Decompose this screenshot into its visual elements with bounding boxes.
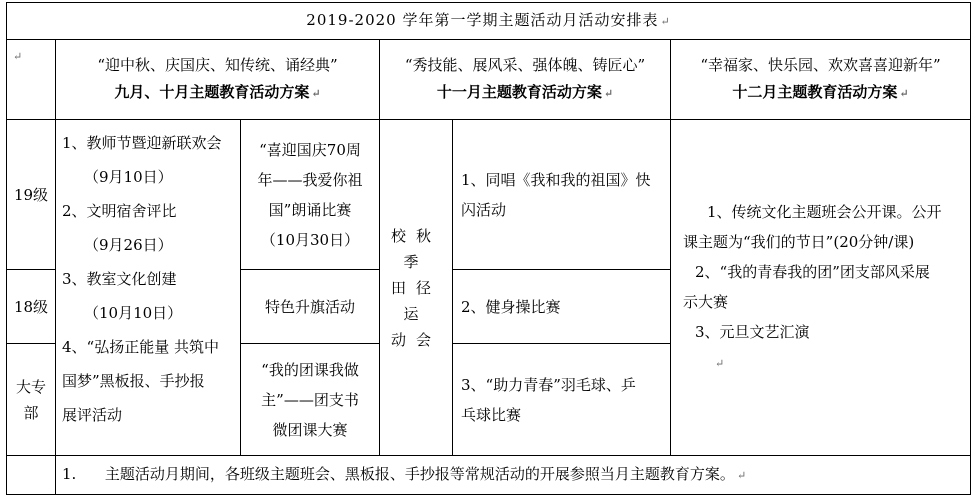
activity-line: 4、“弘扬正能量 共筑中 <box>62 338 219 356</box>
theme-nov: “秀技能、展风采、强体魄、铸匠心” <box>404 55 646 74</box>
activity-date: （9月26日） <box>84 236 173 254</box>
table-title: 2019-2020 学年第一学期主题活动月活动安排表 <box>306 11 659 29</box>
dec-line <box>683 347 962 379</box>
micro-lecture-line: “我的团课我做 <box>261 360 359 379</box>
recital-line: “喜迎国庆70周 <box>259 140 361 159</box>
grade-18 <box>7 270 56 344</box>
dec-line: 2、“我的青春我的团”团支部风采展 <box>695 262 930 281</box>
theme-sep-oct: “迎中秋、庆国庆、知传统、诵经典” <box>97 55 338 74</box>
flag-raising <box>241 270 380 344</box>
sports-meet-line: 田径运 <box>390 278 441 323</box>
paragraph-mark: ↵ <box>311 86 321 100</box>
corner-cell <box>7 40 56 120</box>
footer-row <box>7 456 971 495</box>
paragraph-mark: ↵ <box>899 86 909 100</box>
theme-dec: “幸福家、快乐园、欢欢喜喜迎新年” <box>700 55 941 74</box>
activity-line: 展评活动 <box>62 406 123 424</box>
activity-date: （9月10日） <box>84 168 173 186</box>
dec-activities <box>671 120 971 456</box>
micro-lecture-line: 主”——团支书 <box>261 390 359 409</box>
flag-raising-label: 特色升旗活动 <box>264 297 355 316</box>
paragraph-mark: ↵ <box>736 469 747 482</box>
dec-line: 课主题为“我们的节日”(20分钟/课) <box>683 232 915 251</box>
activity-line: 3、教室文化创建 <box>62 270 177 288</box>
activity-line: 国梦”黑板报、手抄报 <box>62 372 205 390</box>
micro-lecture-contest <box>241 344 380 456</box>
activity-date: （10月10日） <box>84 304 183 322</box>
nov-line: 乓球比赛 <box>461 405 522 424</box>
nov-activity-3 <box>453 344 671 456</box>
dec-line: 3、元旦文艺汇演 <box>695 322 810 341</box>
header-sep-oct <box>56 40 380 120</box>
nov-line: 1、同唱《我和我的祖国》快 <box>461 170 651 189</box>
grade-label: 大专 <box>15 377 46 396</box>
footer-note: 1. 主题活动月期间，各班级主题班会、黑板报、手抄报等常规活动的开展参照当月主题教育方案。 <box>62 465 735 483</box>
recital-date: （10月30日） <box>260 230 360 249</box>
grade-19 <box>7 120 56 270</box>
nov-activity-2 <box>453 270 671 344</box>
plan-dec: 十二月主题教育活动方案 <box>732 82 898 101</box>
schedule-table <box>6 2 971 495</box>
grade-label: 19级 <box>13 185 49 204</box>
paragraph-mark: ↵ <box>603 86 614 100</box>
footer-note-cell <box>56 456 971 495</box>
footer-left-cell <box>7 456 56 495</box>
paragraph-mark: ↵ <box>13 50 23 63</box>
sports-meet <box>380 120 453 456</box>
nov-activity-1 <box>453 120 671 270</box>
dec-line: 示大赛 <box>683 292 729 311</box>
paragraph-mark: ↵ <box>660 15 671 28</box>
sports-meet-line: 动会 <box>390 330 441 349</box>
grade-row-19 <box>7 120 971 270</box>
recital-line: 国”朗诵比赛 <box>268 200 352 219</box>
plan-nov: 十一月主题教育活动方案 <box>436 82 602 101</box>
title-row <box>7 3 971 40</box>
nov-line: 3、“助力青春”羽毛球、乒 <box>461 375 636 394</box>
paragraph-mark: ↵ <box>715 356 725 370</box>
nov-line: 闪活动 <box>461 200 507 219</box>
plan-sep-oct: 九月、十月主题教育活动方案 <box>114 82 310 101</box>
recital-contest <box>241 120 380 270</box>
recital-line: 年——我爱你祖 <box>257 170 363 189</box>
sports-meet-line: 校秋季 <box>390 226 441 271</box>
header-dec <box>671 40 971 120</box>
table-title-cell <box>7 3 971 40</box>
grade-label: 18级 <box>13 297 49 316</box>
activity-line: 2、文明宿舍评比 <box>62 202 177 220</box>
dec-line: 1、传统文化主题班会公开课。公开 <box>707 202 942 221</box>
header-nov <box>380 40 671 120</box>
sep-oct-activities <box>56 120 241 456</box>
header-row <box>7 40 971 120</box>
micro-lecture-line: 微团课大赛 <box>272 420 348 439</box>
grade-dazhuan <box>7 344 56 456</box>
grade-label: 部 <box>23 403 39 422</box>
nov-line: 2、健身操比赛 <box>461 297 561 316</box>
activity-line: 1、教师节暨迎新联欢会 <box>62 134 222 152</box>
